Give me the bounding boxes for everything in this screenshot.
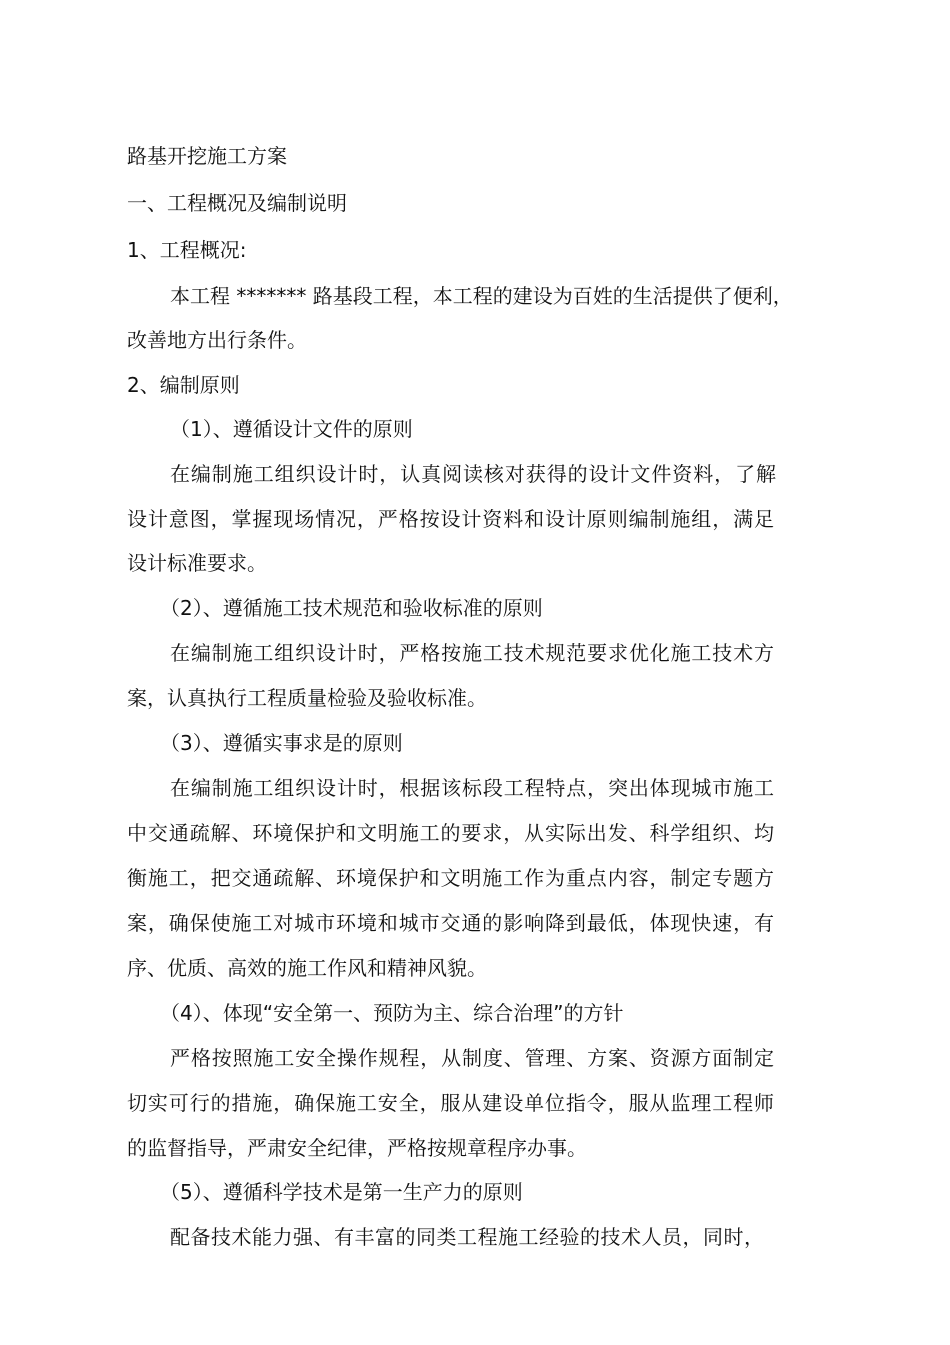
paragraph-line: 序、优质、高效的施工作风和精神风貌。	[127, 956, 487, 980]
paragraph-line: 在编制施工组织设计时，严格按施工技术规范要求优化施工技术方	[170, 641, 774, 665]
document-title: 路基开挖施工方案	[127, 144, 287, 168]
item-heading-4: （4）、体现“安全第一、预防为主、综合治理”的方针	[160, 1001, 624, 1025]
paragraph-line: 的监督指导，严肃安全纪律，严格按规章程序办事。	[127, 1136, 587, 1160]
paragraph-line: 在编制施工组织设计时，根据该标段工程特点，突出体现城市施工	[170, 776, 774, 800]
paragraph-line: 切实可行的措施，确保施工安全，服从建设单位指令，服从监理工程师	[127, 1091, 774, 1115]
paragraph-line: 改善地方出行条件。	[127, 328, 307, 352]
subsection-heading-2: 2、编制原则	[127, 373, 240, 397]
paragraph-line: 设计意图，掌握现场情况，严格按设计资料和设计原则编制施组，满足	[127, 507, 774, 531]
item-heading-3: （3）、遵循实事求是的原则	[160, 731, 403, 755]
paragraph-line: 衡施工，把交通疏解、环境保护和文明施工作为重点内容，制定专题方	[127, 866, 774, 890]
paragraph-line: 本工程 ******* 路基段工程，本工程的建设为百姓的生活提供了便利，	[170, 284, 793, 308]
paragraph-line: 设计标准要求。	[127, 551, 267, 575]
item-heading-1: （1）、遵循设计文件的原则	[170, 417, 413, 441]
subsection-heading-1: 1、工程概况:	[127, 238, 247, 262]
paragraph-line: 配备技术能力强、有丰富的同类工程施工经验的技术人员，同时，	[170, 1225, 764, 1249]
paragraph-line: 中交通疏解、环境保护和文明施工的要求，从实际出发、科学组织、均	[127, 821, 774, 845]
section-heading-1: 一、工程概况及编制说明	[127, 191, 347, 215]
paragraph-line: 案，确保使施工对城市环境和城市交通的影响降到最低，体现快速，有	[127, 911, 774, 935]
item-heading-5: （5）、遵循科学技术是第一生产力的原则	[160, 1180, 523, 1204]
paragraph-line: 严格按照施工安全操作规程，从制度、管理、方案、资源方面制定	[170, 1046, 774, 1070]
item-heading-2: （2）、遵循施工技术规范和验收标准的原则	[160, 596, 543, 620]
paragraph-line: 在编制施工组织设计时，认真阅读核对获得的设计文件资料，了解	[170, 462, 776, 486]
paragraph-line: 案，认真执行工程质量检验及验收标准。	[127, 686, 487, 710]
